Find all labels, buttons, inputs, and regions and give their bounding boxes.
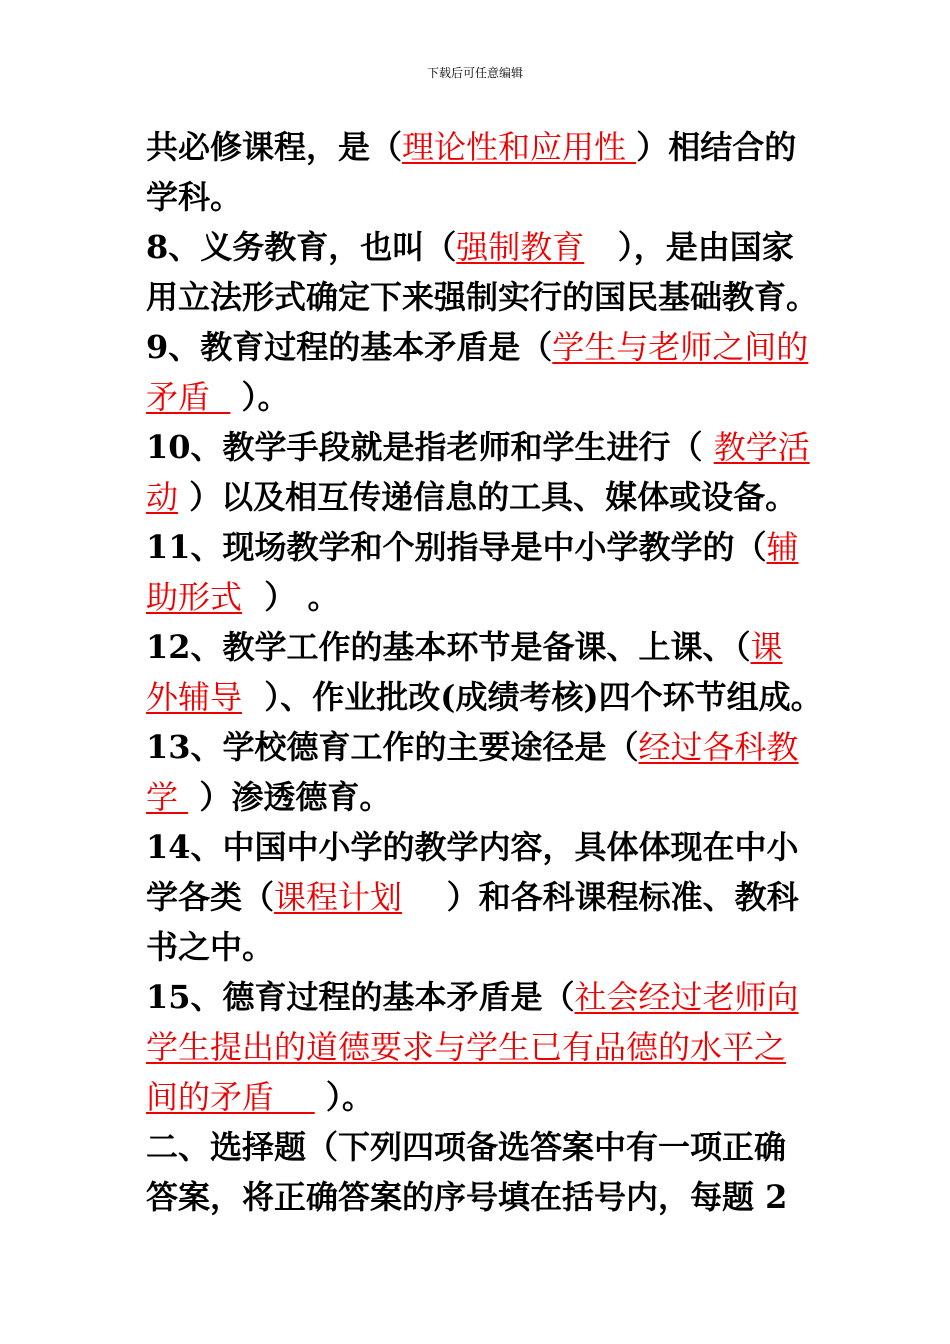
text-line: [146, 122, 811, 172]
answer-text: 动: [146, 478, 179, 516]
line-text: 学各类（: [146, 878, 275, 916]
text-line: [146, 922, 811, 972]
answer-text: 强制教育: [456, 228, 585, 266]
document-body: [146, 122, 823, 1222]
line-text: 13、学校德育工作的主要途径是（: [146, 728, 639, 766]
text-line: [146, 822, 811, 872]
line-text: ）以及相互传递信息的工具、媒体或设备。: [178, 478, 798, 516]
line-text: 用立法形式确定下来强制实行的国民基础教育。: [146, 278, 819, 316]
text-line: [146, 1172, 811, 1222]
line-text: 10、教学手段就是指老师和学生进行（: [146, 428, 714, 466]
line-text: ）渗透德育。: [188, 778, 392, 816]
answer-text: 社会经过老师向: [574, 978, 799, 1016]
line-text: ） 。: [242, 578, 340, 616]
text-line: [146, 972, 811, 1022]
text-line: [146, 1072, 811, 1122]
text-line: [146, 572, 811, 622]
line-text: 9、教育过程的基本矛盾是（: [146, 328, 553, 366]
text-line: [146, 672, 823, 722]
line-text: 11、现场教学和个别指导是中小学教学的（: [146, 528, 767, 566]
text-line: [146, 522, 811, 572]
answer-text: 外辅导: [146, 678, 243, 716]
text-line: [146, 422, 811, 472]
answer-text: 课程计划: [274, 878, 403, 916]
answer-text: 理论性和应用性: [402, 128, 637, 166]
answer-text: 课: [750, 628, 783, 666]
text-line: [146, 472, 811, 522]
line-text: 8、义务教育，也叫（: [146, 228, 457, 266]
line-text: 共必修课程，是（: [146, 128, 403, 166]
answer-text: 学: [146, 778, 189, 816]
line-text: 15、德育过程的基本矛盾是（: [146, 978, 575, 1016]
line-text: ）。: [230, 378, 290, 416]
line-text: 14、中国中小学的教学内容，具体体现在中小: [146, 828, 799, 866]
line-text: ）和各科课程标准、教科: [402, 878, 799, 916]
text-line: [146, 1022, 811, 1072]
text-line: [146, 722, 811, 772]
line-text: ）、作业批改(成绩考核)四个环节组成。: [242, 678, 823, 716]
text-line: [146, 772, 811, 822]
line-text: ）。: [314, 1078, 374, 1116]
text-line: [146, 322, 811, 372]
line-text: 12、教学工作的基本环节是备课、上课、（: [146, 628, 751, 666]
line-text: 答案，将正确答案的序号填在括号内，每题 2: [146, 1178, 788, 1216]
line-text: ），是由国家: [584, 228, 794, 266]
text-line: [146, 272, 819, 322]
answer-text: 助形式: [146, 578, 243, 616]
text-line: [146, 622, 811, 672]
answer-text: 教学活: [713, 428, 810, 466]
text-line: [146, 222, 811, 272]
answer-text: 学生提出的道德要求与学生已有品德的水平之: [146, 1028, 787, 1066]
text-line: [146, 172, 811, 222]
answer-text: 经过各科教: [638, 728, 799, 766]
answer-text: 矛盾: [146, 378, 231, 416]
text-line: [146, 872, 811, 922]
line-text: 学科。: [146, 178, 243, 216]
line-text: ）相结合的: [636, 128, 797, 166]
answer-text: 辅: [766, 528, 799, 566]
line-text: 书之中。: [146, 928, 275, 966]
page-header-note: 下载后可任意编辑: [426, 66, 523, 80]
line-text: 二、选择题（下列四项备选答案中有一项正确: [146, 1128, 787, 1166]
text-line: [146, 1122, 811, 1172]
text-line: [146, 372, 811, 422]
answer-text: 间的矛盾: [146, 1078, 315, 1116]
answer-text: 学生与老师之间的: [552, 328, 809, 366]
